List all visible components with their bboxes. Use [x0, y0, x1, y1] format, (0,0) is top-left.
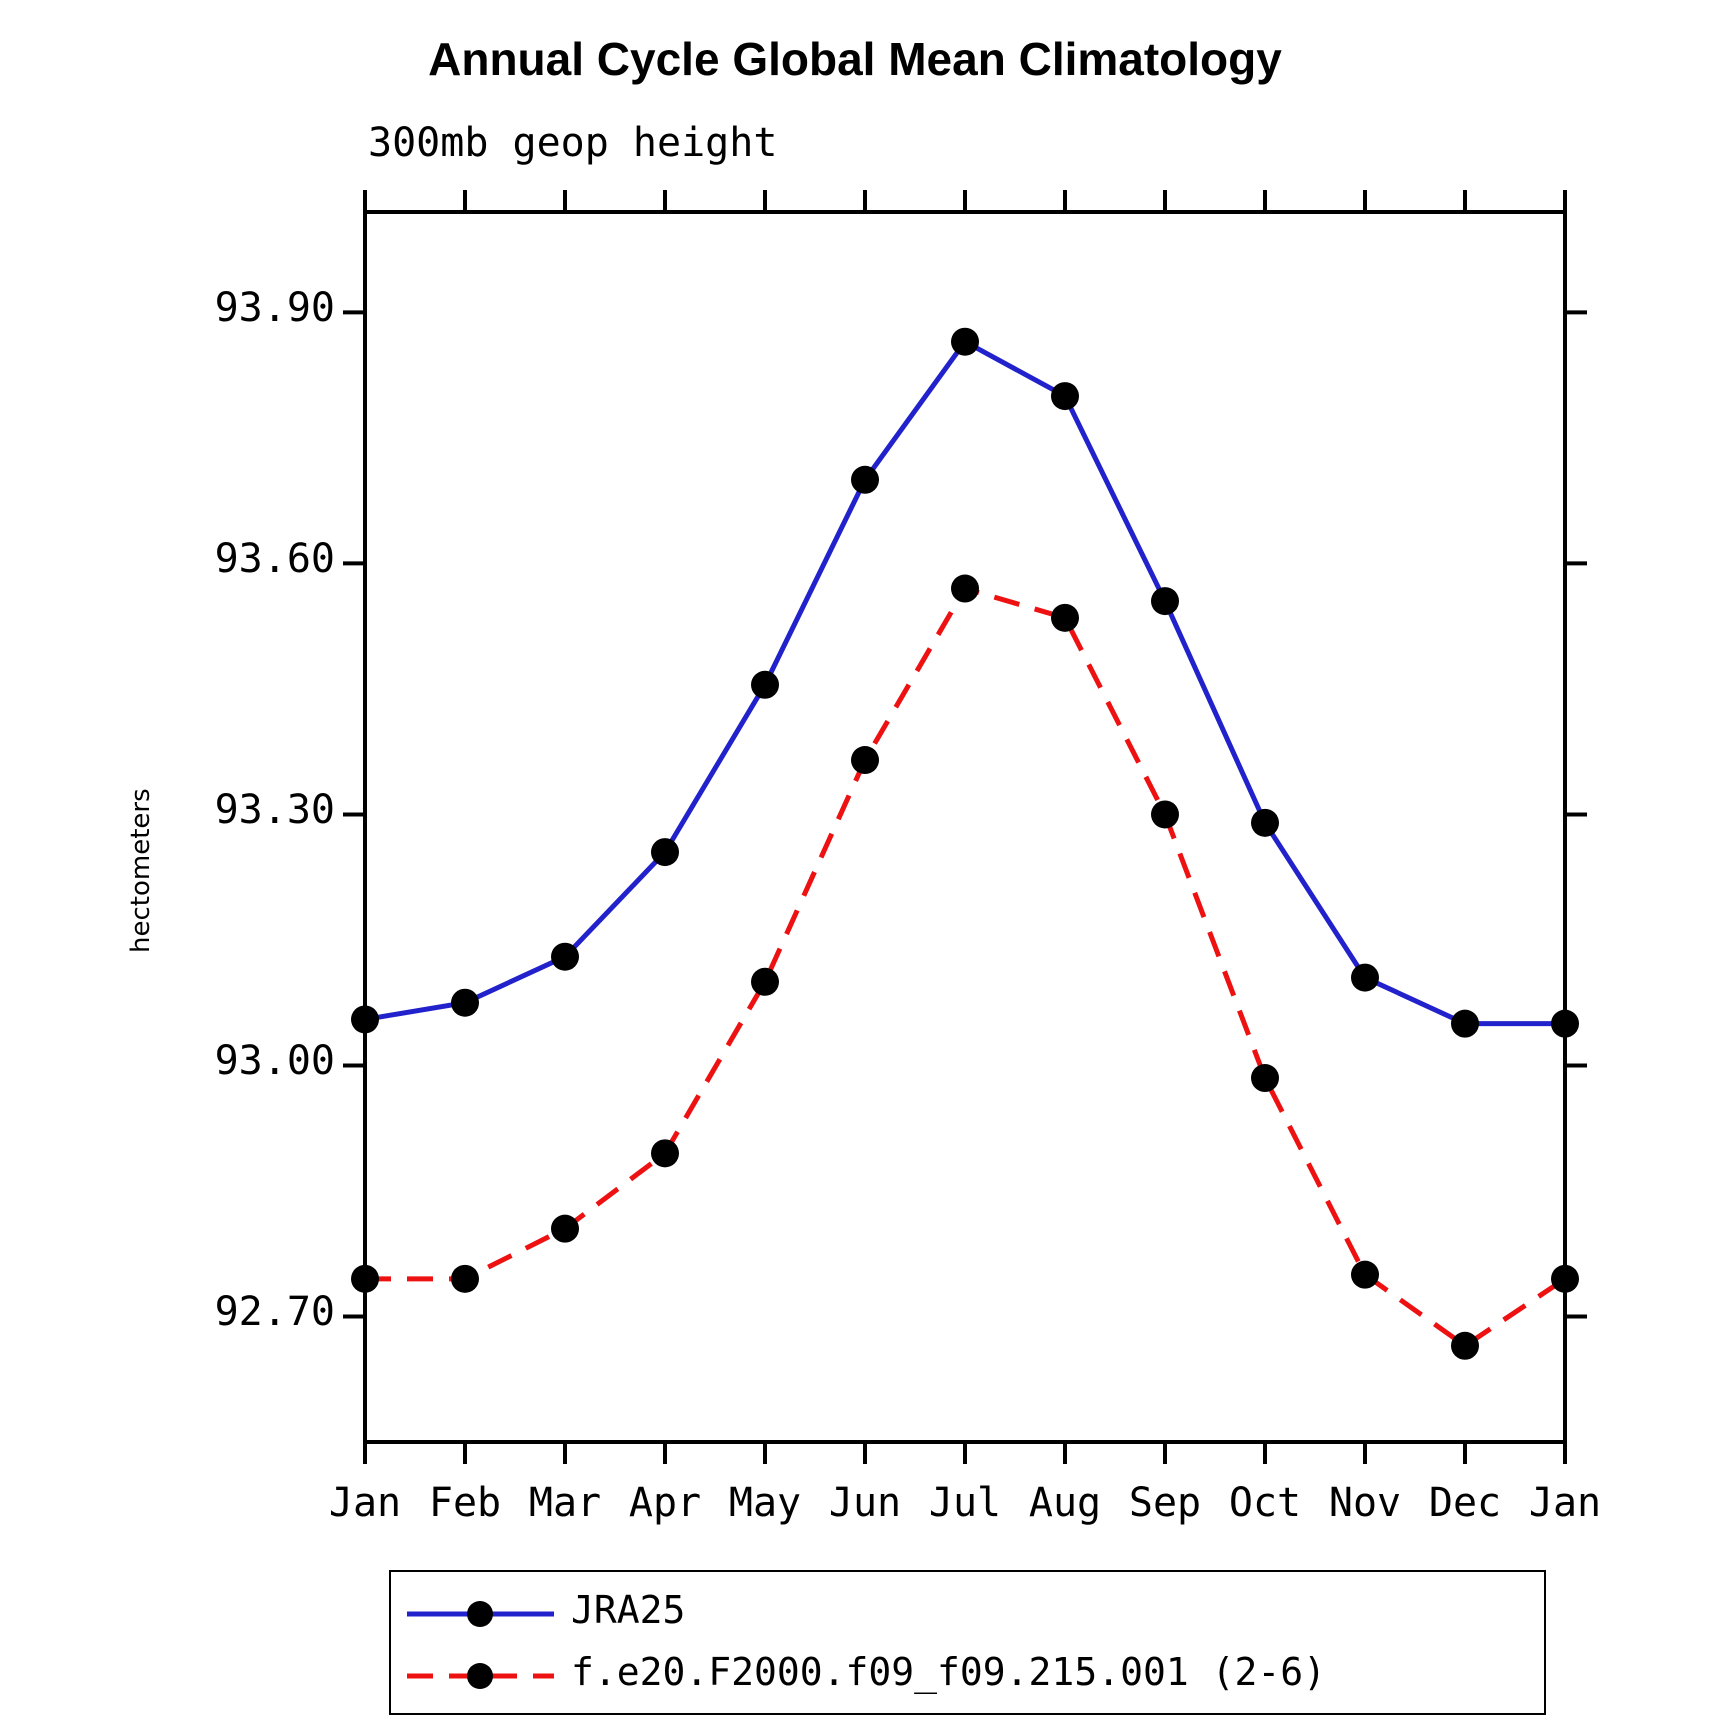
data-point	[851, 746, 879, 774]
legend-entry-1	[391, 1646, 1544, 1706]
data-series-layer	[351, 328, 1579, 1360]
data-point	[351, 1265, 379, 1293]
chart-subtitle: 300mb geop height	[368, 120, 778, 166]
y-tick-label: 92.70	[214, 1289, 335, 1336]
y-tick-label: 93.90	[214, 285, 335, 332]
x-tick-label: Mar	[528, 1480, 602, 1526]
data-point	[551, 943, 579, 971]
x-tick-label: Sep	[1128, 1480, 1202, 1526]
plot-frame	[365, 212, 1565, 1442]
data-point	[451, 989, 479, 1017]
data-point	[1051, 604, 1079, 632]
data-point	[651, 838, 679, 866]
x-tick-label: Apr	[628, 1480, 702, 1526]
data-point	[1151, 587, 1179, 615]
x-tick-label: May	[728, 1480, 802, 1526]
x-tick-label: Jan	[1528, 1480, 1602, 1526]
data-point	[851, 466, 879, 494]
x-tick-label: Jun	[828, 1480, 902, 1526]
data-point	[751, 671, 779, 699]
data-point	[951, 328, 979, 356]
y-tick-label: 93.00	[214, 1038, 335, 1085]
data-point	[651, 1139, 679, 1167]
chart-title: Annual Cycle Global Mean Climatology	[428, 33, 1282, 85]
data-point	[1551, 1010, 1579, 1038]
data-point	[1351, 964, 1379, 992]
legend-entry-0	[391, 1584, 1544, 1644]
data-point	[1351, 1261, 1379, 1289]
x-tick-label: Jan	[328, 1480, 402, 1526]
y-tick-label: 93.30	[214, 787, 335, 834]
data-point	[451, 1265, 479, 1293]
data-point	[951, 575, 979, 603]
legend-label-1: f.e20.F2000.f09_f09.215.001 (2-6)	[571, 1650, 1326, 1694]
y-tick-label: 93.60	[214, 536, 335, 583]
legend-label-0: JRA25	[571, 1588, 686, 1632]
x-tick-label: Aug	[1028, 1480, 1102, 1526]
x-tick-label: Nov	[1328, 1480, 1402, 1526]
legend-swatch-series-0	[403, 1584, 558, 1644]
data-point	[751, 968, 779, 996]
x-tick-label: Dec	[1428, 1480, 1502, 1526]
data-point	[551, 1215, 579, 1243]
x-tick-label: Oct	[1228, 1480, 1302, 1526]
data-point	[351, 1005, 379, 1033]
data-point	[1051, 382, 1079, 410]
data-point	[1151, 800, 1179, 828]
data-point	[1451, 1332, 1479, 1360]
data-point	[1451, 1010, 1479, 1038]
data-point	[1251, 809, 1279, 837]
data-point	[1251, 1064, 1279, 1092]
legend-swatch-series-1	[403, 1646, 558, 1706]
x-tick-label: Jul	[928, 1480, 1002, 1526]
x-tick-label: Feb	[428, 1480, 502, 1526]
legend	[389, 1570, 1546, 1715]
data-point	[1551, 1265, 1579, 1293]
y-axis-label: hectometers	[126, 788, 156, 953]
series-line-0	[365, 342, 1565, 1024]
axis-ticks	[343, 190, 1587, 1464]
